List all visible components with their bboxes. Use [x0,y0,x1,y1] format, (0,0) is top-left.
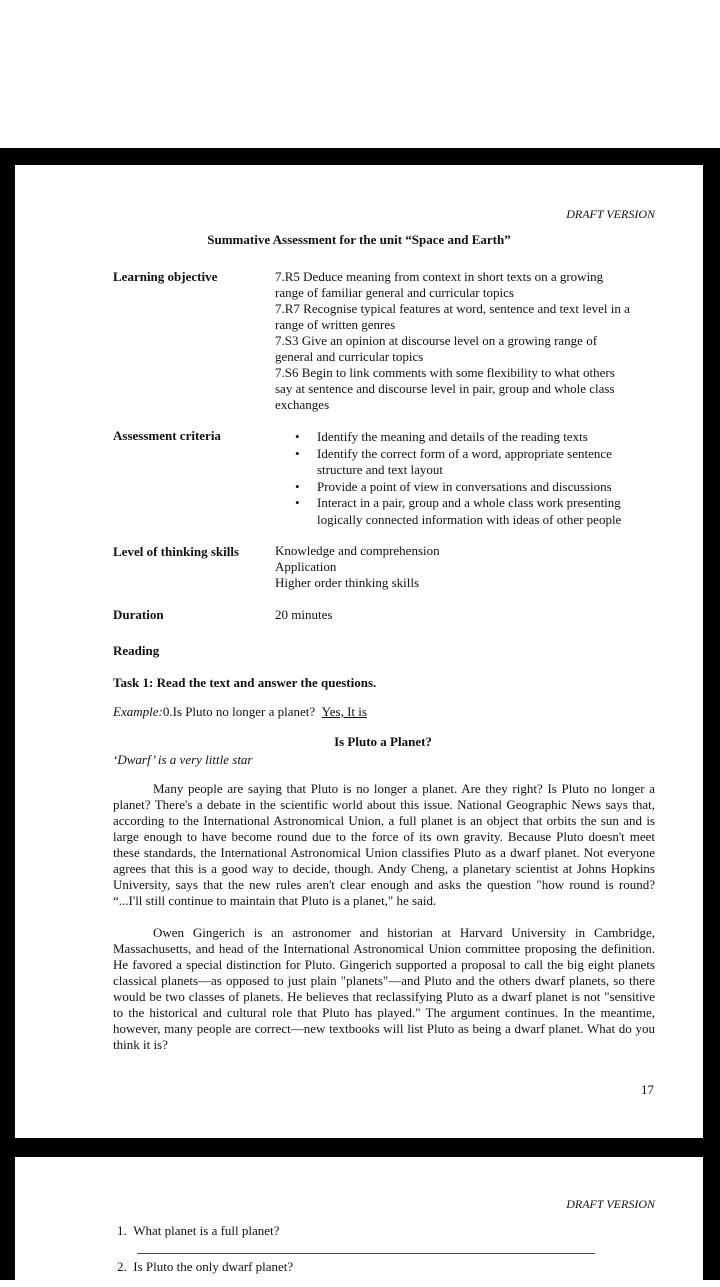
question-2 [117,1259,293,1275]
criteria-text: structure and text layout [317,462,443,477]
example-question: 0.Is Pluto no longer a planet? [162,704,316,719]
bullet-icon: • [295,495,300,510]
duration-label: Duration [113,607,164,622]
thinking-skill: Knowledge and comprehension [275,543,440,558]
criteria-item [275,479,675,496]
question-text: What planet is a full planet? [133,1223,280,1238]
draft-label: DRAFT VERSION [566,207,655,221]
objective-line: general and curricular topics [275,349,424,364]
objective-line: 7.S3 Give an opinion at discourse level on a growing range of [275,333,598,348]
thinking-skills-list [275,543,575,591]
article-title: Is Pluto a Planet? [334,734,432,749]
criteria-item [275,446,675,479]
thinking-skill: Application [275,559,337,574]
example-line [113,704,367,720]
page-number: 17 [641,1082,654,1097]
criteria-text: Provide a point of view in conversations and discussions [317,478,612,494]
duration-value: 20 minutes [275,607,333,622]
objective-line: say at sentence and discourse level in pair, group and whole class [275,381,615,396]
criteria-text: Identify the correct form of a word, appropriate sentence [317,445,612,461]
learning-objective-label: Learning objective [113,269,218,284]
criteria-item [275,429,675,446]
criteria-text: logically connected information with ideas of other people [317,511,622,527]
question-number: 1. [117,1223,127,1238]
article-paragraph: Many people are saying that Pluto is no longer a planet. Are they right? Is Pluto no longer a planet? There's a debate in the scientific world about this issue. National Geographic News says that, according to the International Astronomical Union, a full planet is an object that orbits the sun and is large enough to have become round due to the force of its own gravity. Because Pluto doesn't meet these standards, the International Astronomical Union classifies Pluto as a dwarf planet. Not everyone agrees that this is a good way to decide, though. Andy Cheng, a planetary scientist at Johns Hopkins University, says that the new rules aren't clear enough and asks the question "how round is round? “...I'll still continue to maintain that Pluto is a planet," he said. [113,781,655,908]
task-heading: Task 1: Read the text and answer the questions. [113,675,377,690]
criteria-text: Identify the meaning and details of the reading texts [317,429,588,444]
assessment-criteria-list [275,429,675,528]
reading-heading: Reading [113,643,160,658]
objective-line: range of familiar general and curricular topics [275,285,514,300]
objective-line: exchanges [275,397,330,412]
status-area [0,0,720,148]
thinking-skills-label: Level of thinking skills [113,544,240,559]
criteria-item [275,495,675,528]
article-subtitle: ‘Dwarf’ is a very little star [113,752,253,767]
page-title: Summative Assessment for the unit “Space and Earth” [207,232,511,247]
bullet-icon: • [295,445,300,461]
bullet-icon: • [295,478,300,494]
bullet-icon: • [295,429,300,444]
assessment-criteria-label: Assessment criteria [113,428,221,443]
document-page-17 [15,165,703,1138]
criteria-text: Interact in a pair, group and a whole class work presenting [317,495,621,510]
objective-line: 7.R5 Deduce meaning from context in short texts on a growing [275,269,604,284]
example-label: Example: [113,704,163,719]
document-page-18 [15,1157,703,1287]
question-1 [117,1223,279,1239]
example-answer: Yes, It is [321,704,367,719]
learning-objective-list [275,269,670,413]
question-number: 2. [117,1259,127,1274]
thinking-skill: Higher order thinking skills [275,575,420,590]
question-text: Is Pluto the only dwarf planet? [133,1259,294,1274]
draft-label: DRAFT VERSION [566,1197,655,1211]
objective-line: 7.S6 Begin to link comments with some flexibility to what others [275,365,615,380]
objective-line: 7.R7 Recognise typical features at word, sentence and text level in a [275,301,630,316]
answer-line[interactable] [137,1253,595,1254]
objective-line: range of written genres [275,317,396,332]
article-paragraph: Owen Gingerich is an astronomer and historian at Harvard University in Cambridge, Massachusetts, and head of the International Astronomical Union committee proposing the definition. He favored a special distinction for Pluto. Gingerich supported a proposal to call the big eight planets classical planets—as opposed to just plain "planets"—and Pluto and the others dwarf planets, so there would be two classes of planets. He believes that reclassifying Pluto as a dwarf planet is not "sensitive to the historical and cultural role that Pluto has played." The argument continues. In the meantime, however, many people are correct—new textbooks will list Pluto as being a dwarf planet. What do you think it is? [113,925,655,1052]
